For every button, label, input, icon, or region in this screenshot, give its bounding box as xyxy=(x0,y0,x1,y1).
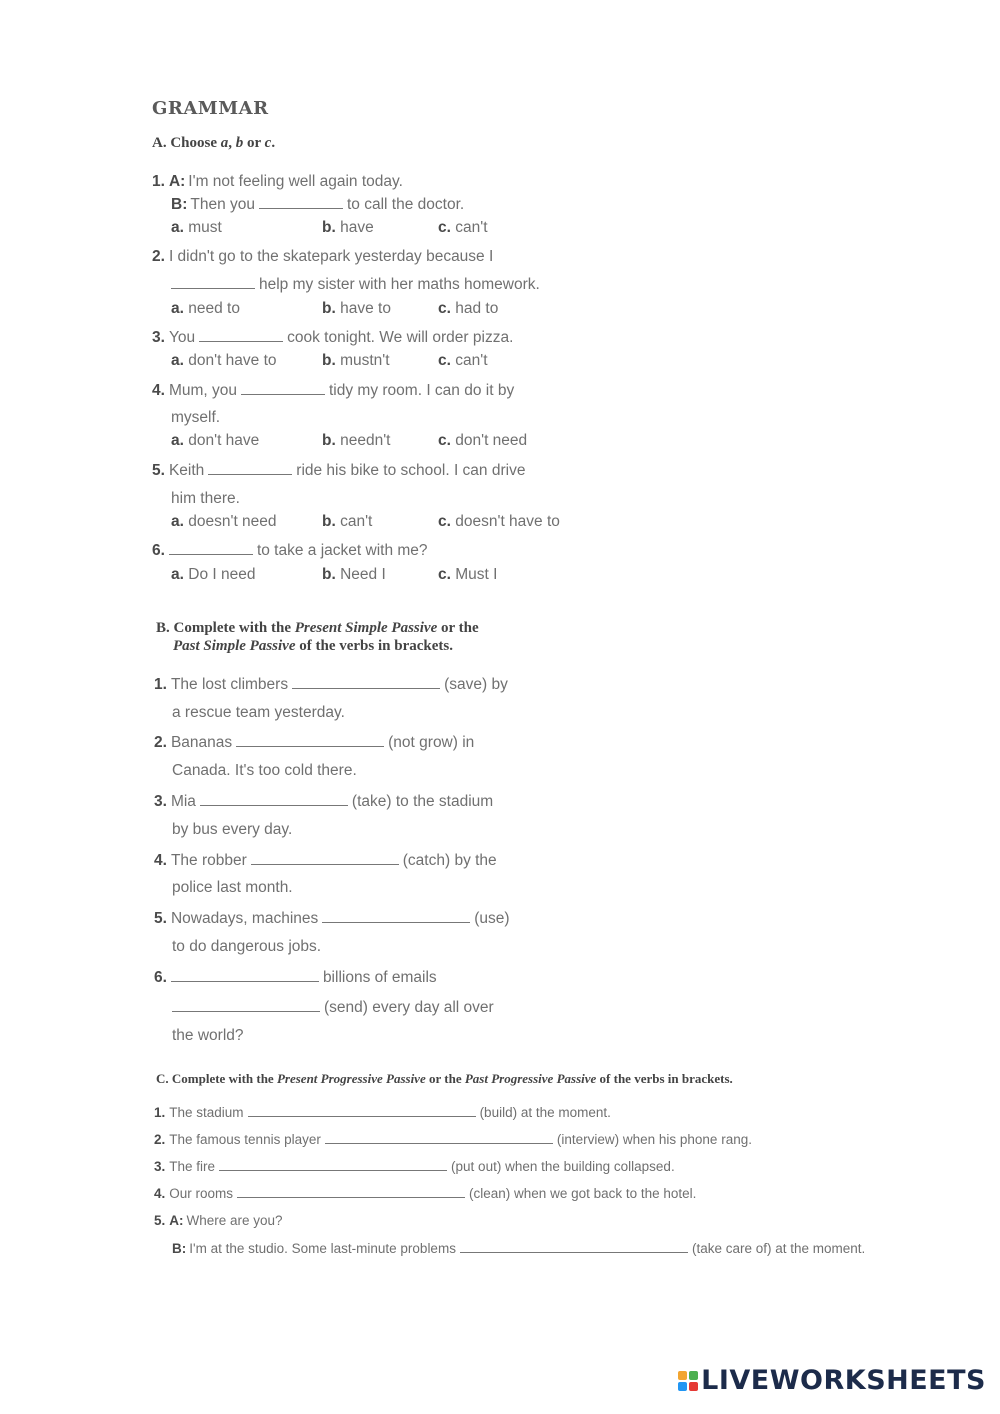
option-c[interactable]: c. can't xyxy=(438,352,488,369)
option-a[interactable]: a. don't have xyxy=(171,432,260,449)
answer-blank[interactable] xyxy=(251,852,399,865)
option-b[interactable]: b. have to xyxy=(322,300,391,317)
section-c-heading: C. Complete with the Present Progressive Passive or the Past Progressive Passive of the verbs in brackets. xyxy=(156,1071,733,1086)
question-b4-line2: police last month. xyxy=(172,879,293,896)
option-b[interactable]: b. can't xyxy=(322,513,373,530)
question-b2-line1: 2. Bananas (not grow) in xyxy=(154,734,475,751)
answer-blank[interactable] xyxy=(171,276,255,289)
liveworksheets-logo-icon xyxy=(678,1371,698,1391)
question-b5-line2: to do dangerous jobs. xyxy=(172,938,322,955)
answer-blank[interactable] xyxy=(236,734,384,747)
option-c[interactable]: c. Must I xyxy=(438,566,498,583)
question-b1-line2: a rescue team yesterday. xyxy=(172,704,345,721)
option-c[interactable]: c. don't need xyxy=(438,432,528,449)
answer-blank[interactable] xyxy=(219,1158,447,1171)
option-a[interactable]: a. doesn't need xyxy=(171,513,277,530)
section-b-heading-line1: B. Complete with the Present Simple Passive or the xyxy=(156,620,479,636)
question-a4-line1: 4. Mum, you tidy my room. I can do it by xyxy=(152,382,515,399)
option-b[interactable]: b. Need I xyxy=(322,566,386,583)
question-a6-line: 6. to take a jacket with me? xyxy=(152,542,428,559)
question-b6-line1: 6. billions of emails xyxy=(154,969,437,986)
section-b-heading-line2: Past Simple Passive of the verbs in brackets. xyxy=(173,638,453,654)
question-b1-line1: 1. The lost climbers (save) by xyxy=(154,676,508,693)
answer-blank[interactable] xyxy=(322,910,470,923)
liveworksheets-logo: LIVEWORKSHEETS xyxy=(678,1365,986,1396)
question-b4-line1: 4. The robber (catch) by the xyxy=(154,852,497,869)
question-b6-line2: (send) every day all over xyxy=(172,999,494,1017)
answer-blank[interactable] xyxy=(241,382,325,395)
answer-blank[interactable] xyxy=(325,1131,553,1144)
question-c2: 2. The famous tennis player (interview) when his phone rang. xyxy=(154,1132,752,1147)
question-a2-line2: help my sister with her maths homework. xyxy=(171,276,540,294)
option-a[interactable]: a. need to xyxy=(171,300,240,317)
question-b3-line2: by bus every day. xyxy=(172,821,293,838)
answer-blank[interactable] xyxy=(200,793,348,806)
option-a[interactable]: a. must xyxy=(171,219,222,236)
answer-blank[interactable] xyxy=(259,196,343,209)
question-a2-line1: 2. I didn't go to the skatepark yesterday because I xyxy=(152,248,494,265)
question-a4-line2: myself. xyxy=(171,409,221,426)
answer-blank[interactable] xyxy=(460,1240,688,1253)
question-b5-line1: 5. Nowadays, machines (use) xyxy=(154,910,510,927)
answer-blank[interactable] xyxy=(172,999,320,1012)
question-c4: 4. Our rooms (clean) when we got back to the hotel. xyxy=(154,1186,697,1201)
answer-blank[interactable] xyxy=(171,969,319,982)
question-a5-line2: him there. xyxy=(171,490,240,507)
option-b[interactable]: b. mustn't xyxy=(322,352,390,369)
question-b6-line3: the world? xyxy=(172,1027,244,1044)
question-a1-line-a: 1. A: I'm not feeling well again today. xyxy=(152,173,403,190)
answer-blank[interactable] xyxy=(169,542,253,555)
answer-blank[interactable] xyxy=(237,1185,465,1198)
question-c5-line-b: B: I'm at the studio. Some last-minute problems (take care of) at the moment. xyxy=(172,1241,866,1256)
option-c[interactable]: c. had to xyxy=(438,300,499,317)
option-c[interactable]: c. doesn't have to xyxy=(438,513,560,530)
question-a1-line-b: B: Then you to call the doctor. xyxy=(171,196,465,213)
option-a[interactable]: a. don't have to xyxy=(171,352,277,369)
option-a[interactable]: a. Do I need xyxy=(171,566,256,583)
question-c3: 3. The fire (put out) when the building collapsed. xyxy=(154,1159,675,1174)
section-a-heading: A. Choose a, b or c. xyxy=(152,135,276,151)
question-a5-line1: 5. Keith ride his bike to school. I can drive xyxy=(152,462,526,479)
option-b[interactable]: b. needn't xyxy=(322,432,391,449)
answer-blank[interactable] xyxy=(199,329,283,342)
page-title: GRAMMAR xyxy=(152,98,269,119)
answer-blank[interactable] xyxy=(292,676,440,689)
question-c5-line-a: 5. A: Where are you? xyxy=(154,1213,283,1228)
question-b3-line1: 3. Mia (take) to the stadium xyxy=(154,793,494,810)
question-b2-line2: Canada. It's too cold there. xyxy=(172,762,357,779)
question-c1: 1. The stadium (build) at the moment. xyxy=(154,1105,611,1120)
question-a3-line: 3. You cook tonight. We will order pizza. xyxy=(152,329,514,346)
option-b[interactable]: b. have xyxy=(322,219,374,236)
answer-blank[interactable] xyxy=(248,1104,476,1117)
answer-blank[interactable] xyxy=(208,462,292,475)
option-c[interactable]: c. can't xyxy=(438,219,488,236)
